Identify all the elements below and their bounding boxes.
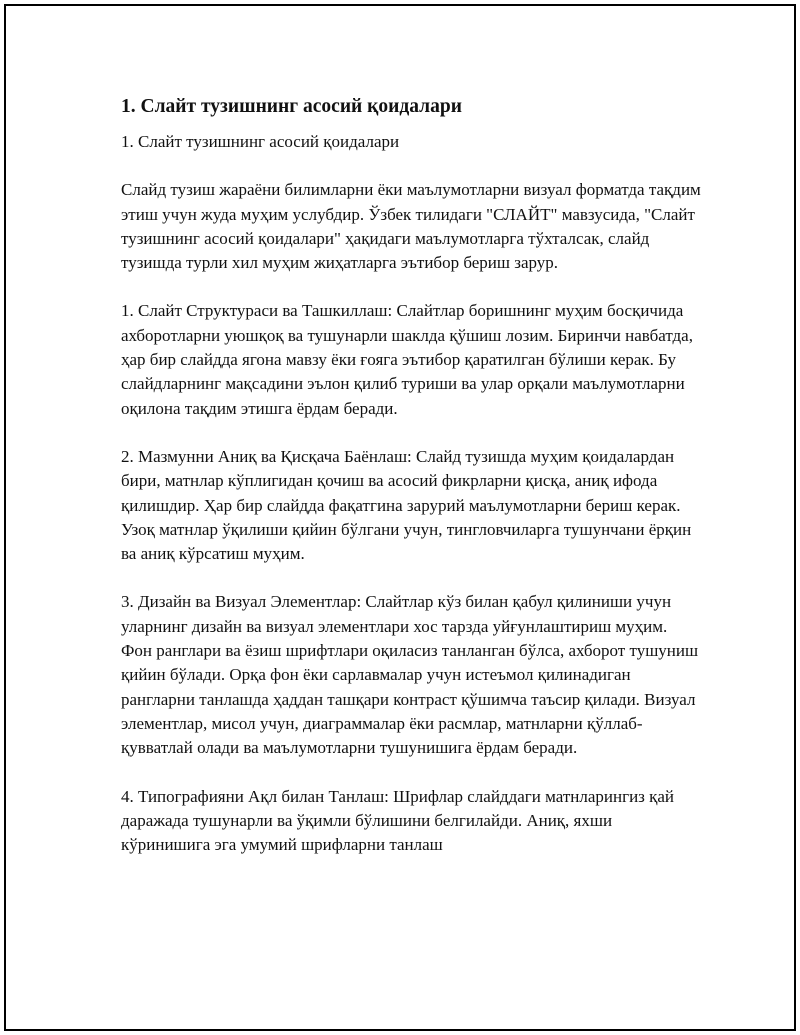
paragraph-typography: 4. Типографияни Ақл билан Танлаш: Шрифлар слайддаги матнларингиз қай даражада тушунарли ва ўқимли бўлишини белгилайди. Аниқ, яхши кўринишига эга умумий шрифларни танлаш: [121, 786, 675, 855]
paragraph-structure: 1. Слайт Структураси ва Ташкиллаш: Слайтлар боришнинг муҳим босқичида ахборотларни уюшқоқ ва тушунарли шаклда қўшиш лозим. Биринчи навбатда, ҳар бир слайдда ягона мавзу ёки ғояга эътибор қаратилган бўлиши керак. Бу слайдларнинг мақсадини эълон қилиб туриши ва улар орқали маълумотларни оқилона тақдим этишга ёрдам беради.: [121, 301, 693, 418]
document-title: 1. Слайт тузишнинг асосий қоидалари: [121, 96, 462, 117]
paragraph-design: 3. Дизайн ва Визуал Элементлар: Слайтлар кўз билан қабул қилиниши учун уларнинг дизайн ва визуал элементлари хос тарзда уйғунлаштириш муҳим. Фон ранглари ва ёзиш шрифтлари оқиласиз танланган бўлса, ахборот тушуниш қийин бўлади. Орқа фон ёки сарлавмалар учун истеъмол қилинадиган рангларни танлашда ҳаддан ташқари контраст қўшимча таъсир қилади. Визуал элементлар, мисол учун, диаграммалар ёки расмлар, матнларни қўллаб-қувватлай олади ва маълумотларни тушунишига ёрдам беради.: [121, 592, 699, 758]
document-page: [4, 4, 796, 1031]
document-body: [121, 94, 701, 881]
document-subtitle: 1. Слайт тузишнинг асосий қоидалари: [121, 132, 400, 151]
paragraph-intro: Слайд тузиш жараёни билимларни ёки маълумотларни визуал форматда тақдим этиш учун жуда муҳим услубдир. Ўзбек тилидаги "СЛАЙТ" мавзусида, "Слайт тузишнинг асосий қоидалари" ҳақидаги маълумотларга тўхталсак, слайд тузишда турли хил муҳим жиҳатларга эътибор бериш зарур.: [121, 180, 701, 273]
paragraph-content: 2. Мазмунни Аниқ ва Қисқача Баёнлаш: Слайд тузишда муҳим қоидалардан бири, матнлар кўплигидан қочиш ва асосий фикрларни қисқа, аниқ ифода қилишдир. Ҳар бир слайдда фақатгина зарурий маълумотларни бериш керак. Узоқ матнлар ўқилиши қийин бўлгани учун, тингловчиларга тушунчани ёрқин ва аниқ кўрсатиш муҳим.: [121, 446, 692, 564]
